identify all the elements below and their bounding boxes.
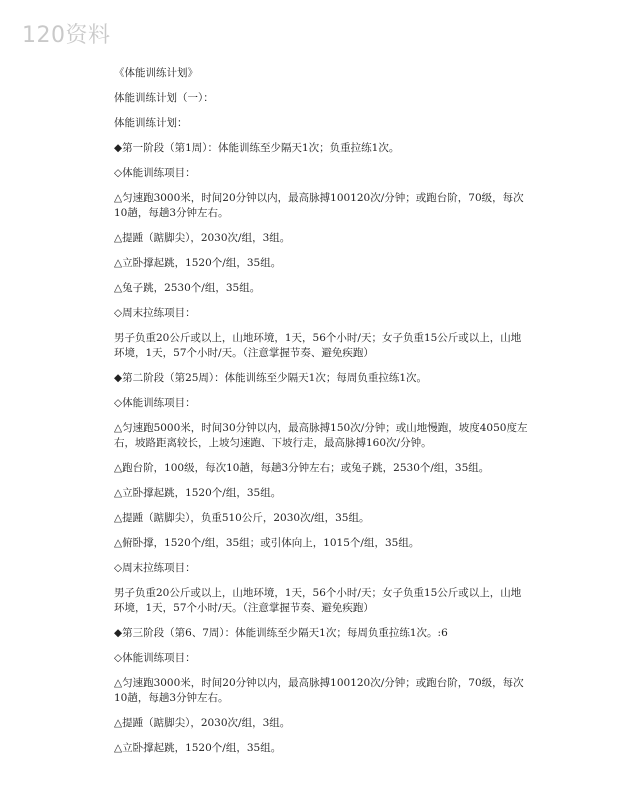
- exercise-item: △立卧撑起跳，1520个/组，35组。: [114, 257, 282, 269]
- phase-heading: ◆第三阶段（第6、7周）：体能训练至少隔天1次；每周负重拉练1次。:6: [114, 627, 448, 639]
- items-heading: ◇周末拉练项目：: [114, 307, 196, 319]
- items-heading: ◇体能训练项目：: [114, 167, 196, 179]
- items-heading: ◇体能训练项目：: [114, 652, 196, 664]
- exercise-item: △提踵（踮脚尖），2030次/组，3组。: [114, 232, 291, 244]
- items-heading: ◇周末拉练项目：: [114, 562, 196, 574]
- phase-heading: ◆第一阶段（第1周）：体能训练至少隔天1次；负重拉练1次。: [114, 142, 400, 154]
- phase-heading: ◆第二阶段（第25周）：体能训练至少隔天1次；每周负重拉练1次。: [114, 372, 428, 384]
- subheading: 体能训练计划：: [114, 117, 188, 129]
- document-title: 《体能训练计划》: [114, 67, 198, 79]
- watermark-logo: 120资料: [22, 23, 111, 48]
- exercise-item: △匀速跑5000米，时间30分钟以内，最高脉搏150次/分钟；或山地慢跑，坡度4050度左右，坡路距离较长，上坡匀速跑、下坡行走，最高脉搏160次/分钟。: [114, 422, 528, 449]
- exercise-item: △俯卧撑，1520个/组，35组；或引体向上，1015个/组，35组。: [114, 537, 420, 549]
- section-heading: 体能训练计划（一）：: [114, 92, 214, 104]
- document-body: [91, 66, 531, 766]
- exercise-item: △匀速跑3000米，时间20分钟以内，最高脉搏100120次/分钟；或跑台阶，70级，每次10趟，每趟3分钟左右。: [114, 677, 524, 704]
- items-heading: ◇体能训练项目：: [114, 397, 196, 409]
- exercise-item: △跑台阶，100级，每次10趟，每趟3分钟左右；或兔子跳，2530个/组，35组。: [114, 462, 490, 474]
- weekend-march-text: 男子负重20公斤或以上，山地环境，1天，56个小时/天；女子负重15公斤或以上，山地环境，1天，57个小时/天。（注意掌握节奏、避免疾跑）: [114, 587, 522, 614]
- exercise-item: △立卧撑起跳，1520个/组，35组。: [114, 742, 282, 754]
- exercise-item: △提踵（踮脚尖），负重510公斤，2030次/组，35组。: [114, 512, 370, 524]
- exercise-item: △兔子跳，2530个/组，35组。: [114, 282, 261, 294]
- exercise-item: △提踵（踮脚尖），2030次/组，3组。: [114, 717, 291, 729]
- exercise-item: △立卧撑起跳，1520个/组，35组。: [114, 487, 282, 499]
- weekend-march-text: 男子负重20公斤或以上，山地环境，1天，56个小时/天；女子负重15公斤或以上，山地环境，1天，57个小时/天。（注意掌握节奏、避免疾跑）: [114, 332, 522, 359]
- exercise-item: △匀速跑3000米，时间20分钟以内，最高脉搏100120次/分钟；或跑台阶，70级，每次10趟，每趟3分钟左右。: [114, 192, 524, 219]
